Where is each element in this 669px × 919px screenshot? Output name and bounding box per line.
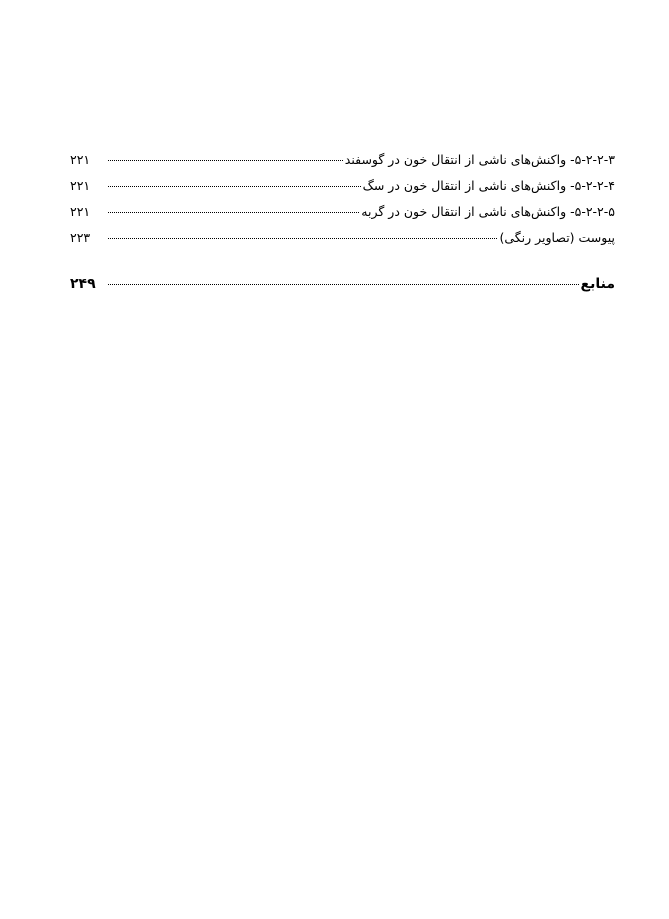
toc-entry-appendix[interactable] [70,230,615,256]
table-of-contents [70,152,615,302]
toc-entry-title: ۵-۲-۲-۵- واکنش‌های ناشی از انتقال خون در گربه [361,204,615,219]
toc-page-number: ۲۲۳ [70,230,91,245]
toc-entry-dog[interactable] [70,178,615,204]
dot-leader [108,238,497,239]
toc-page-number: ۲۲۱ [70,152,91,167]
toc-entry-sheep[interactable] [70,152,615,178]
toc-entry-title: منابع [580,276,615,292]
dot-leader [108,284,579,285]
toc-entry-title: ۵-۲-۲-۳- واکنش‌های ناشی از انتقال خون در گوسفند [344,152,615,167]
dot-leader [108,160,343,161]
toc-entry-references[interactable] [70,276,615,302]
toc-page-number: ۲۲۱ [70,178,91,193]
toc-page-number: ۲۲۱ [70,204,91,219]
toc-entry-title: پیوست (تصاویر رنگی) [499,230,615,245]
toc-entry-cat[interactable] [70,204,615,230]
toc-entry-title: ۵-۲-۲-۴- واکنش‌های ناشی از انتقال خون در سگ [362,178,615,193]
dot-leader [108,186,361,187]
dot-leader [108,212,359,213]
toc-page-number: ۲۴۹ [70,276,96,292]
